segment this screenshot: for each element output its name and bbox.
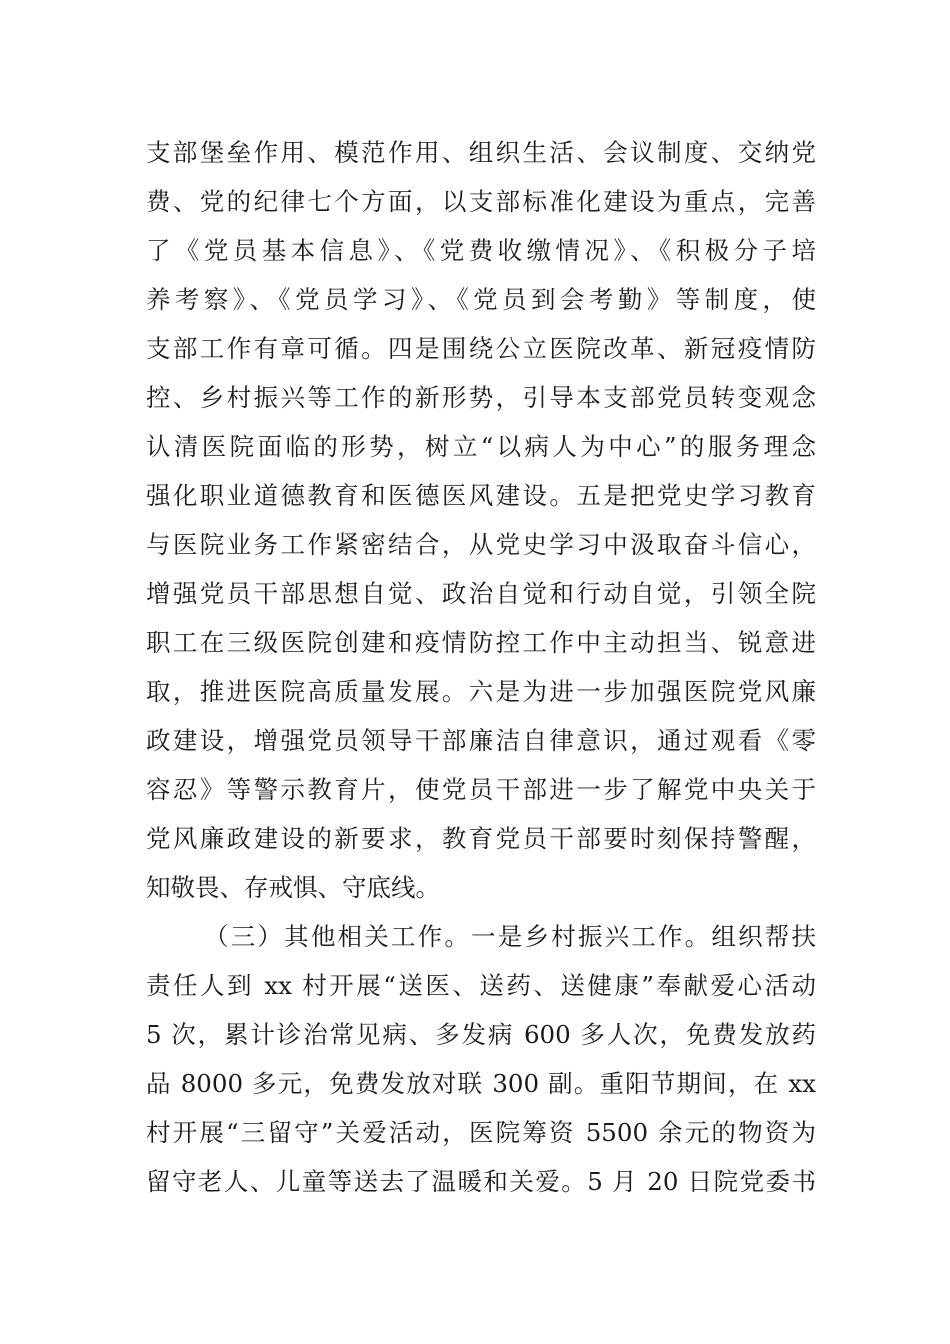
text-line: 村开展“三留守”关爱活动，医院筹资 5500 余元的物资为	[146, 1118, 816, 1147]
text-line: 留守老人、儿童等送去了温暖和关爱。5 月 20 日院党委书	[146, 1167, 816, 1196]
text-line: 支部堡垒作用、模范作用、组织生活、会议制度、交纳党	[146, 138, 816, 167]
text-line: 品 8000 多元，免费发放对联 300 副。重阳节期间，在 xx	[146, 1069, 816, 1098]
text-line: 与医院业务工作紧密结合，从党史学习中汲取奋斗信心，	[146, 530, 816, 559]
text-line: 增强党员干部思想自觉、政治自觉和行动自觉，引领全院	[146, 579, 816, 608]
text-line: 职工在三级医院创建和疫情防控工作中主动担当、锐意进	[146, 628, 816, 657]
text-line: 党风廉政建设的新要求，教育党员干部要时刻保持警醒，	[146, 824, 816, 853]
text-line: 养考察》、《党员学习》、《党员到会考勤》等制度，使	[146, 285, 816, 314]
text-line: 支部工作有章可循。四是围绕公立医院改革、新冠疫情防	[146, 334, 816, 363]
text-line: 取，推进医院高质量发展。六是为进一步加强医院党风廉	[146, 677, 816, 706]
text-line: 强化职业道德教育和医德医风建设。五是把党史学习教育	[146, 481, 816, 510]
section-heading-line: （三）其他相关工作。一是乡村振兴工作。组织帮扶	[204, 922, 816, 951]
text-line: 了《党员基本信息》、《党费收缴情况》、《积极分子培	[146, 236, 816, 265]
text-line: 容忍》等警示教育片，使党员干部进一步了解党中央关于	[146, 775, 816, 804]
text-line: 控、乡村振兴等工作的新形势，引导本支部党员转变观念	[146, 383, 816, 412]
text-line: 政建设，增强党员领导干部廉洁自律意识，通过观看《零	[146, 726, 816, 755]
text-line: 费、党的纪律七个方面，以支部标准化建设为重点，完善	[146, 187, 816, 216]
text-line: 5 次，累计诊治常见病、多发病 600 多人次，免费发放药	[146, 1020, 816, 1049]
text-line: 责任人到 xx 村开展“送医、送药、送健康”奉献爱心活动	[146, 971, 816, 1000]
paragraph-last-line: 知敬畏、存戒惧、守底线。	[146, 873, 440, 902]
text-line: 认清医院面临的形势，树立“以病人为中心”的服务理念	[146, 432, 816, 461]
